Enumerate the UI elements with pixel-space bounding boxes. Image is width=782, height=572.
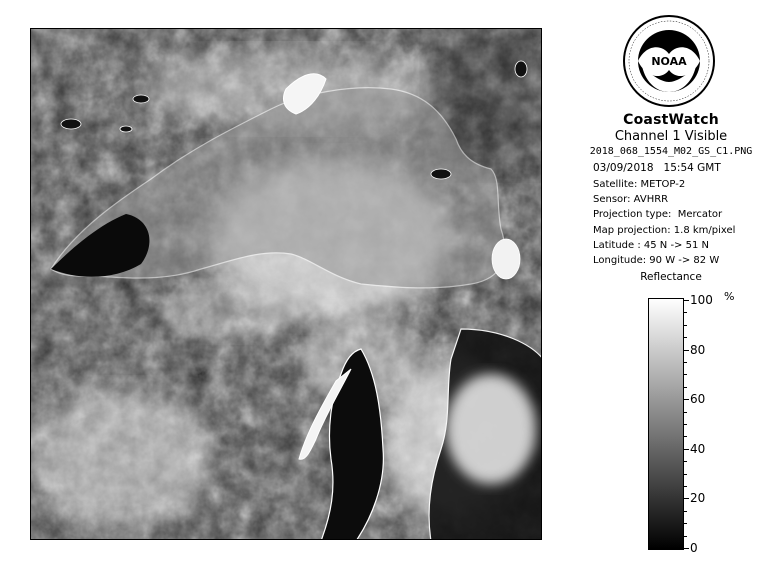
satellite-imagery-svg [31,29,542,540]
colorbar-minor-tick [684,412,687,413]
colorbar-tick-label: 80 [690,342,706,357]
noaa-logo [622,14,716,108]
brand-title: CoastWatch [623,112,719,128]
channel-label: Channel 1 Visible [614,129,728,144]
colorbar-minor-tick [684,536,687,537]
colorbar-minor-tick [684,523,687,524]
colorbar-minor-tick [684,436,687,437]
colorbar-minor-tick [684,474,687,475]
filename-label: 2018_068_1554_M02_GS_C1.PNG [589,146,753,157]
noaa-logo-text: NOAA [651,55,687,68]
datetime-line [593,162,721,174]
metadata-list [593,177,735,268]
time-label: 15:54 GMT [663,162,721,174]
colorbar-minor-tick [684,325,687,326]
colorbar [648,298,684,550]
latitude-label: Latitude : 45 N -> 51 N [593,239,709,251]
info-panel [560,0,782,572]
projection-label: Projection type: Mercator [593,209,723,221]
colorbar-minor-tick [684,337,687,338]
colorbar-tick-mark [684,350,689,351]
colorbar-minor-tick [684,374,687,375]
date-label: 03/09/2018 [593,162,654,174]
colorbar-tick-label: 0 [690,541,698,555]
colorbar-minor-tick [684,387,687,388]
colorbar-minor-tick [684,461,687,462]
colorbar-tick-label: 20 [690,491,706,506]
colorbar-minor-tick [684,424,687,425]
colorbar-tick-mark [684,498,689,499]
colorbar-minor-tick [684,511,687,512]
colorbar-tick-mark [684,399,689,400]
colorbar-minor-tick [684,362,687,363]
map-projection-label: Map projection: 1.8 km/pixel [593,224,736,236]
longitude-label: Longitude: 90 W -> 82 W [593,255,720,267]
colorbar-minor-tick [684,312,687,313]
colorbar-tick-mark [684,548,689,549]
colorbar-tick-label: 100 [690,293,713,307]
satellite-label: Satellite: METOP-2 [593,179,686,190]
colorbar-title: Reflectance [640,271,702,283]
colorbar-tick-label: 60 [690,392,706,407]
colorbar-unit: % [724,290,735,303]
colorbar-tick-mark [684,300,689,301]
satellite-image [30,28,542,540]
colorbar-tick-label: 40 [690,441,706,456]
sensor-label: Sensor: AVHRR [593,194,669,206]
colorbar-minor-tick [684,486,687,487]
colorbar-tick-mark [684,449,689,450]
